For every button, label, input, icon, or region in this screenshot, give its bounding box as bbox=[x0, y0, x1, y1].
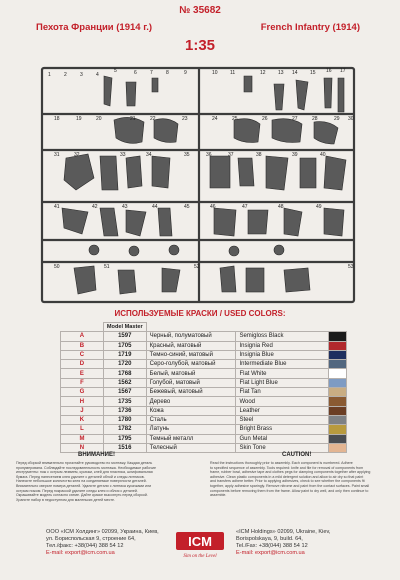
part-number-label: 21 bbox=[130, 116, 136, 122]
part-number-label: 46 bbox=[210, 204, 216, 210]
footer-company-en: «ICM Holdings» 02099, Ukraine, Kiev, bbox=[236, 529, 331, 535]
sprue-frame-drawing bbox=[34, 62, 364, 307]
part-number-label: 38 bbox=[256, 152, 262, 158]
color-name-en: Steel bbox=[236, 415, 328, 424]
warning-title-ru: ВНИМАНИЕ! bbox=[78, 452, 115, 458]
color-swatch-fill bbox=[329, 425, 346, 433]
part-number-label: 48 bbox=[278, 204, 284, 210]
part-number-label: 29 bbox=[334, 116, 340, 122]
part-arm-1 bbox=[104, 76, 112, 106]
color-name-ru: Бежевый, матовый bbox=[146, 388, 236, 397]
paint-color-row bbox=[61, 360, 347, 369]
warning-line-ru: Перед сборкой внимательно прочитайте руководство по монтажу. Каждая деталь bbox=[16, 461, 153, 465]
part-number-label: 42 bbox=[92, 204, 98, 210]
catalog-number: № 35682 bbox=[179, 5, 221, 16]
color-swatch-fill bbox=[329, 388, 346, 396]
paint-color-table bbox=[60, 322, 347, 453]
color-swatch bbox=[328, 397, 346, 406]
warning-line-ru: инструменты: нож с острым лезвием, кусачки, клей для пластика, шлифовальная bbox=[16, 470, 153, 475]
color-swatch-fill bbox=[329, 397, 346, 405]
part-number-label: 51 bbox=[104, 264, 110, 270]
color-name-en: Insignia Red bbox=[236, 341, 328, 350]
part-number-label: 44 bbox=[152, 204, 158, 210]
color-name-en: Flat Light Blue bbox=[236, 378, 328, 387]
logo-text: ICM bbox=[188, 534, 212, 549]
color-swatch bbox=[328, 434, 346, 443]
part-coat-4 bbox=[62, 208, 88, 234]
color-swatch bbox=[328, 350, 346, 359]
model-master-code: 1562 bbox=[103, 378, 146, 387]
color-letter: N bbox=[61, 443, 104, 452]
color-name-en: Flat White bbox=[236, 369, 328, 378]
color-swatch-fill bbox=[329, 435, 346, 443]
part-number-label: 19 bbox=[76, 116, 82, 122]
part-coat-2 bbox=[266, 156, 288, 190]
warning-line-en: and transfers adhere better. Prior to applying adhesives, check to see whether the components fit bbox=[210, 479, 365, 484]
color-name-ru: Белый, матовый bbox=[146, 369, 236, 378]
warning-line-ru: острым ножом. Перед покраской удалите следы клея и облоя с деталей. bbox=[16, 488, 138, 493]
color-swatch-fill bbox=[329, 379, 346, 387]
part-number-label: 32 bbox=[74, 152, 80, 158]
part-number-label: 52 bbox=[194, 264, 200, 270]
part-boot-3 bbox=[162, 268, 180, 292]
part-leg-5 bbox=[314, 122, 338, 144]
part-head-2 bbox=[129, 246, 139, 256]
warning-line-ru: Нанесите небольшое количество клея на соединяемые поверхности деталей. bbox=[16, 479, 147, 484]
part-number-label: 1 bbox=[48, 72, 51, 78]
part-number-label: 13 bbox=[278, 70, 284, 76]
warning-text-en bbox=[210, 461, 385, 498]
warning-line-en: frame, rubber bowl, adhesive tape and clothes pegs for clamping components together after applying bbox=[210, 470, 371, 475]
color-name-ru: Черный, полуматовый bbox=[146, 332, 236, 341]
part-leg-1 bbox=[114, 117, 144, 143]
color-swatch bbox=[328, 415, 346, 424]
part-number-label: 49 bbox=[316, 204, 322, 210]
color-swatch-fill bbox=[329, 444, 346, 452]
color-name-ru: Телесный bbox=[146, 443, 236, 452]
color-name-ru: Серо-голубой, матовый bbox=[146, 360, 236, 369]
model-master-header: Model Master bbox=[103, 323, 146, 332]
color-letter: K bbox=[61, 415, 104, 424]
color-swatch-fill bbox=[329, 342, 346, 350]
part-number-label: 34 bbox=[146, 152, 152, 158]
part-number-label: 26 bbox=[262, 116, 268, 122]
part-leg-4 bbox=[272, 119, 302, 143]
part-head-4 bbox=[229, 246, 239, 256]
title-russian: Пехота Франции (1914 г.) bbox=[36, 22, 153, 33]
part-number-label: 28 bbox=[312, 116, 318, 122]
part-number-label: 25 bbox=[232, 116, 238, 122]
warning-line-ru: Храните набор в недоступном для маленьких детей месте. bbox=[16, 497, 116, 502]
color-swatch bbox=[328, 425, 346, 434]
part-number-label: 33 bbox=[120, 152, 126, 158]
part-number-label: 35 bbox=[184, 152, 190, 158]
color-swatch bbox=[328, 406, 346, 415]
footer-address-en bbox=[236, 529, 330, 557]
warning-line-en: components before removing them from the frame. Allow paint to dry well, and only then continue to bbox=[210, 488, 369, 493]
part-number-label: 2 bbox=[64, 72, 67, 78]
part-coat-1 bbox=[64, 154, 94, 190]
warning-title-en: CAUTION! bbox=[282, 452, 312, 458]
part-number-label: 31 bbox=[54, 152, 60, 158]
warning-line-en: assemble. bbox=[210, 493, 227, 498]
paint-color-row bbox=[61, 350, 347, 359]
part-pack bbox=[246, 268, 264, 292]
paint-color-row bbox=[61, 369, 347, 378]
color-letter: G bbox=[61, 388, 104, 397]
paint-color-table-body bbox=[61, 323, 347, 453]
part-number-label: 18 bbox=[54, 116, 60, 122]
part-number-label: 12 bbox=[260, 70, 266, 76]
part-number-label: 17 bbox=[340, 68, 346, 74]
part-limb-7 bbox=[324, 208, 344, 236]
warning-line-ru: Окрашивайте модель согласно схеме. Дайте краске высохнуть перед сборкой. bbox=[16, 493, 148, 498]
part-torso-2 bbox=[126, 156, 142, 188]
part-small-1 bbox=[152, 78, 158, 92]
color-letter: M bbox=[61, 434, 104, 443]
color-swatch-fill bbox=[329, 369, 346, 377]
part-number-label: 43 bbox=[122, 204, 128, 210]
part-torso-4 bbox=[210, 156, 230, 188]
color-letter: A bbox=[61, 332, 104, 341]
warning-text-ru bbox=[16, 461, 191, 502]
part-limb-2 bbox=[126, 210, 146, 236]
color-name-ru: Сталь bbox=[146, 415, 236, 424]
part-number-label: 10 bbox=[212, 70, 218, 76]
part-number-label: 45 bbox=[184, 204, 190, 210]
part-torso-1 bbox=[100, 156, 118, 190]
part-torso-6 bbox=[300, 158, 316, 188]
model-master-code: 1719 bbox=[103, 350, 146, 359]
part-number-label: 47 bbox=[242, 204, 248, 210]
paint-table-header-row bbox=[61, 323, 347, 332]
part-small-2 bbox=[244, 76, 252, 92]
paint-color-row bbox=[61, 406, 347, 415]
color-name-en: Skin Tone bbox=[236, 443, 328, 452]
part-number-label: 8 bbox=[166, 70, 169, 76]
part-number-label: 9 bbox=[184, 70, 187, 76]
title-english: French Infantry (1914) bbox=[260, 22, 360, 33]
icm-logo bbox=[174, 530, 226, 560]
color-swatch bbox=[328, 378, 346, 387]
color-letter: F bbox=[61, 378, 104, 387]
part-number-label: 24 bbox=[212, 116, 218, 122]
model-master-code: 1780 bbox=[103, 415, 146, 424]
scale-label: 1:35 bbox=[184, 37, 216, 54]
part-head-1 bbox=[89, 245, 99, 255]
color-name-en: Insignia Blue bbox=[236, 350, 328, 359]
paint-color-row bbox=[61, 378, 347, 387]
part-number-label: 36 bbox=[206, 152, 212, 158]
part-rifle-2 bbox=[338, 78, 344, 112]
color-name-ru: Темный металл bbox=[146, 434, 236, 443]
part-number-label: 39 bbox=[292, 152, 298, 158]
paint-color-row bbox=[61, 332, 347, 341]
part-boot-1 bbox=[74, 266, 96, 294]
footer-phone-en: Tel./Fax: +38(044) 388 54 12 bbox=[236, 543, 308, 549]
header-spacer bbox=[236, 323, 328, 332]
color-swatch-fill bbox=[329, 360, 346, 368]
part-limb-5 bbox=[248, 210, 268, 234]
color-swatch bbox=[328, 360, 346, 369]
warning-line-en: Read the instructions thoroughly prior to assembly. Each component is numbered. Adhere bbox=[210, 461, 353, 465]
part-number-label: 20 bbox=[96, 116, 102, 122]
part-arm-2 bbox=[126, 82, 136, 106]
color-name-en: Gun Metal bbox=[236, 434, 328, 443]
header-spacer bbox=[328, 323, 346, 332]
footer-phone-ru: Тел./факс: +38(044) 388 54 12 bbox=[46, 543, 124, 549]
footer-street-ru: ул. Бориспольская 9, строение 64, bbox=[46, 536, 136, 542]
model-master-code: 1795 bbox=[103, 434, 146, 443]
color-swatch-fill bbox=[329, 351, 346, 359]
part-number-label: 11 bbox=[230, 70, 236, 76]
part-number-label: 3 bbox=[80, 72, 83, 78]
color-name-en: Flat Tan bbox=[236, 388, 328, 397]
model-master-code: 1720 bbox=[103, 360, 146, 369]
part-number-label: 22 bbox=[150, 116, 156, 122]
part-head-3 bbox=[169, 245, 179, 255]
warning-line-en: to specified sequence of assembly. Tools required: knife and file for removal of components from bbox=[210, 465, 364, 470]
part-limb-4 bbox=[214, 208, 236, 236]
part-boot-2 bbox=[118, 270, 136, 294]
part-coat-3 bbox=[324, 156, 346, 190]
part-number-label: 37 bbox=[228, 152, 234, 158]
footer-email-ru[interactable]: E-mail: export@icm.com.ua bbox=[46, 550, 115, 556]
warning-line-ru: пронумерована. Соблюдайте последовательность монтажа. Необходимые рабочие bbox=[16, 465, 156, 470]
part-number-label: 15 bbox=[310, 70, 316, 76]
part-number-label: 16 bbox=[326, 68, 332, 74]
color-name-ru: Темно-синий, матовый bbox=[146, 350, 236, 359]
color-letter: L bbox=[61, 425, 104, 434]
color-letter: B bbox=[61, 341, 104, 350]
part-head-5 bbox=[274, 245, 284, 255]
color-name-ru: Латунь bbox=[146, 425, 236, 434]
color-letter: E bbox=[61, 369, 104, 378]
color-name-en: Semigloss Black bbox=[236, 332, 328, 341]
color-name-ru: Голубой, матовый bbox=[146, 378, 236, 387]
footer-email-en[interactable]: E-mail: export@icm.com.ua bbox=[236, 550, 305, 556]
model-master-code: 1768 bbox=[103, 369, 146, 378]
part-number-label: 23 bbox=[182, 116, 188, 122]
color-name-en: Leather bbox=[236, 406, 328, 415]
part-bag-2 bbox=[284, 268, 310, 292]
part-number-label: 4 bbox=[96, 72, 99, 78]
color-swatch-fill bbox=[329, 416, 346, 424]
part-bag-1 bbox=[220, 266, 236, 292]
footer-address-ru bbox=[46, 529, 159, 557]
model-master-code: 1597 bbox=[103, 332, 146, 341]
paint-color-row bbox=[61, 397, 347, 406]
part-number-label: 27 bbox=[292, 116, 298, 122]
model-master-code: 1736 bbox=[103, 406, 146, 415]
part-number-label: 53 bbox=[348, 264, 354, 270]
used-colors-title: ИСПОЛЬЗУЕМЫЕ КРАСКИ / USED COLORS: bbox=[114, 309, 286, 318]
color-name-ru: Красный, матовый bbox=[146, 341, 236, 350]
color-name-en: Intermediate Blue bbox=[236, 360, 328, 369]
part-rifle-1 bbox=[324, 78, 332, 108]
warning-line-en: adhesive. Clean plastic components in a mild detergent solution and allow to air dry so that paint bbox=[210, 474, 364, 479]
part-leg-3 bbox=[234, 119, 260, 143]
part-limb-6 bbox=[284, 208, 302, 236]
color-swatch bbox=[328, 341, 346, 350]
warning-line-ru: бумага. Перед нанесением клея удалите с деталей облой и следы литников. bbox=[16, 474, 145, 479]
color-swatch bbox=[328, 369, 346, 378]
part-number-label: 41 bbox=[54, 204, 60, 210]
paint-color-row bbox=[61, 425, 347, 434]
model-master-code: 1516 bbox=[103, 443, 146, 452]
model-master-code: 1735 bbox=[103, 397, 146, 406]
icm-logo-svg bbox=[174, 530, 226, 560]
warning-line-en: together, apply adhesive sparingly. Remove nitrome and paint from the contact surfaces. Paint small bbox=[210, 483, 370, 488]
footer-street-en: Borispolskaya, 9, build. 64, bbox=[236, 536, 303, 542]
color-name-en: Wood bbox=[236, 397, 328, 406]
color-swatch-fill bbox=[329, 407, 346, 415]
sprue-svg bbox=[34, 62, 364, 307]
model-master-code: 1567 bbox=[103, 388, 146, 397]
color-letter: J bbox=[61, 406, 104, 415]
part-torso-3 bbox=[152, 156, 170, 188]
header-spacer bbox=[61, 323, 104, 332]
part-number-label: 30 bbox=[348, 116, 354, 122]
part-number-label: 7 bbox=[150, 70, 153, 76]
model-master-code: 1782 bbox=[103, 425, 146, 434]
logo-subtext: Sim on the Level bbox=[183, 554, 217, 559]
part-limb-1 bbox=[100, 208, 118, 236]
color-name-en: Bright Brass bbox=[236, 425, 328, 434]
part-number-label: 6 bbox=[134, 70, 137, 76]
paint-color-row bbox=[61, 415, 347, 424]
header-spacer bbox=[146, 323, 236, 332]
part-number-label: 5 bbox=[114, 68, 117, 74]
color-swatch bbox=[328, 388, 346, 397]
color-swatch bbox=[328, 443, 346, 452]
part-arm-4 bbox=[296, 80, 308, 110]
part-torso-5 bbox=[238, 158, 254, 186]
color-name-ru: Дерево bbox=[146, 397, 236, 406]
part-number-label: 50 bbox=[54, 264, 60, 270]
paint-color-row bbox=[61, 434, 347, 443]
color-letter: D bbox=[61, 360, 104, 369]
part-number-label: 40 bbox=[320, 152, 326, 158]
model-master-code: 1705 bbox=[103, 341, 146, 350]
part-number-label: 14 bbox=[292, 70, 298, 76]
footer-company-ru: ООО «ICM Холдинг» 02099, Украина, Киев, bbox=[46, 529, 159, 535]
color-letter: H bbox=[61, 397, 104, 406]
color-name-ru: Кожа bbox=[146, 406, 236, 415]
color-letter: C bbox=[61, 350, 104, 359]
part-limb-3 bbox=[158, 208, 172, 236]
part-leg-2 bbox=[154, 119, 178, 143]
color-swatch bbox=[328, 332, 346, 341]
part-arm-3 bbox=[274, 84, 284, 110]
warning-line-ru: Внимательно сверьте номера деталей. Удалите детали с литника кусачками или bbox=[16, 483, 152, 488]
paint-color-row bbox=[61, 341, 347, 350]
paint-color-row bbox=[61, 388, 347, 397]
color-swatch-fill bbox=[329, 332, 346, 340]
